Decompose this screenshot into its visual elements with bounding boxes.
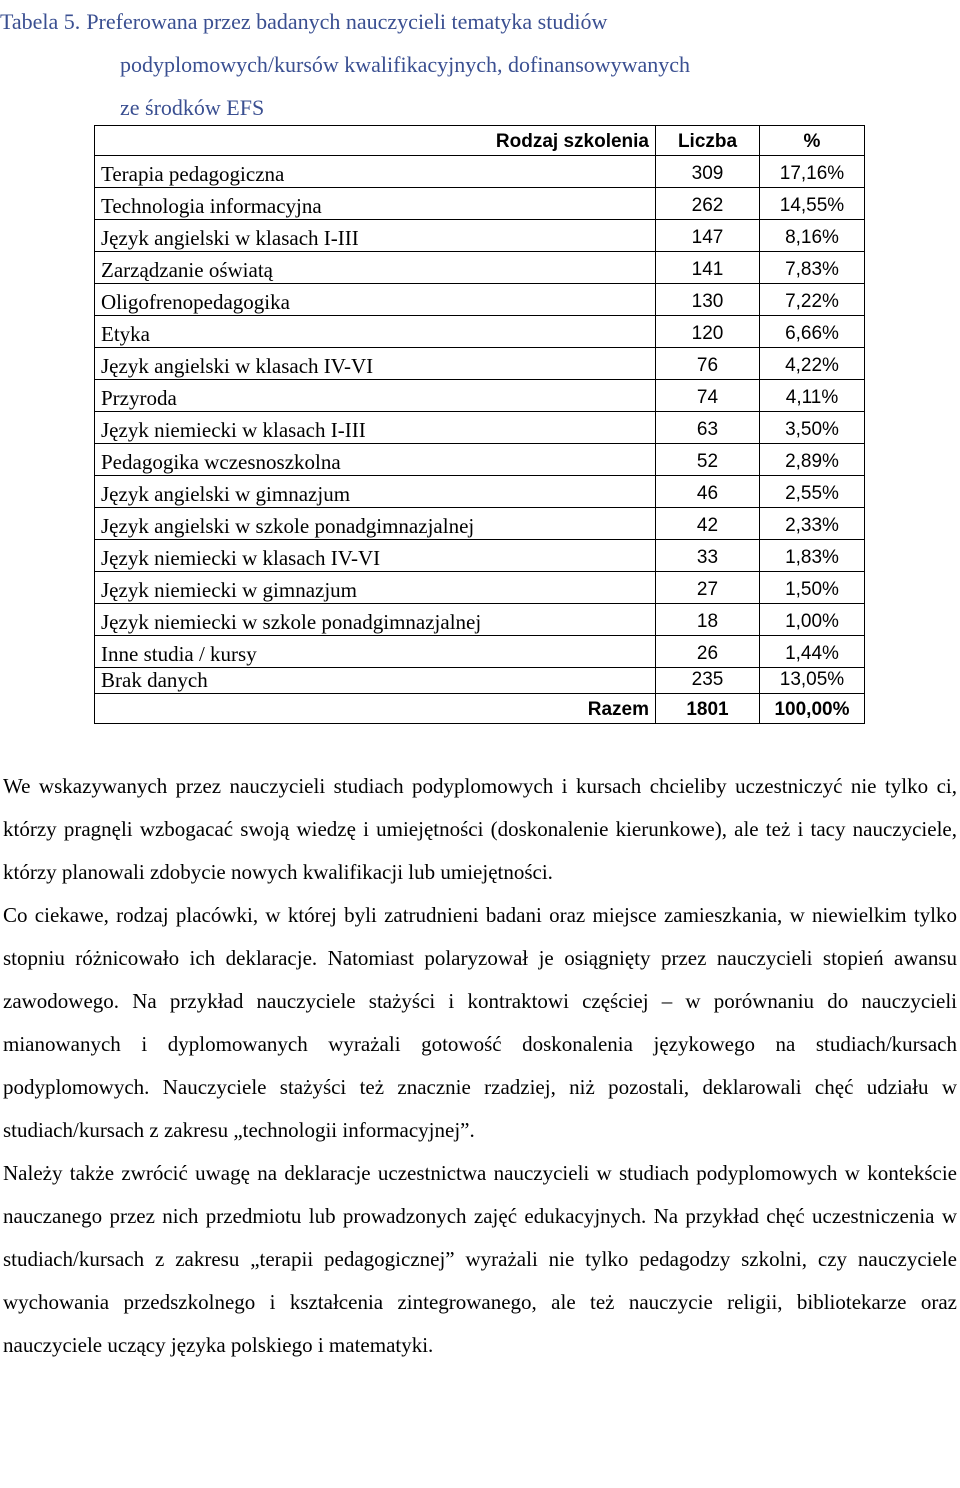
table-row [95,316,865,348]
table-row [95,412,865,444]
row-training-type: Inne studia / kursy [95,636,656,668]
row-training-type: Zarządzanie oświatą [95,252,656,284]
row-training-type: Technologia informacyjna [95,188,656,220]
row-percent: 13,05% [760,668,865,694]
row-count: 76 [656,348,760,380]
total-label: Razem [95,694,656,724]
paragraph-2: Co ciekawe, rodzaj placówki, w której byli zatrudnieni badani oraz miejsce zamieszkania, w niewielkim tylko stopniu różnicowało ich deklaracje. Natomiast polaryzował je osiągnięty przez nauczycieli stopień awansu zawodowego. Na przykład nauczyciele stażyści i kontraktowi częściej – w porównaniu do nauczycieli mianowanych i dyplomowanych wyrażali gotowość doskonalenia językowego na studiach/kursach podyplomowych. Nauczyciele stażyści też znacznie rzadziej, niż pozostali, deklarowali chęć udziału w studiach/kursach z zakresu „technologii informacyjnej”. [3,903,957,1142]
row-count: 74 [656,380,760,412]
table-row [95,284,865,316]
row-training-type: Oligofrenopedagogika [95,284,656,316]
caption-title-part-1: Preferowana przez badanych nauczycieli tematyka studiów [86,9,608,34]
row-percent: 1,00% [760,604,865,636]
row-count: 26 [656,636,760,668]
row-count: 18 [656,604,760,636]
table-row [95,348,865,380]
row-percent: 3,50% [760,412,865,444]
header-count: Liczba [656,126,760,156]
table-total-row [95,694,865,724]
paragraph-1: We wskazywanych przez nauczycieli studiach podyplomowych i kursach chcieliby uczestniczyć nie tylko ci, którzy pragnęli wzbogacać swoją wiedzę i umiejętności (doskonalenie kierunkowe), ale też i tacy nauczyciele, którzy planowali zdobycie nowych kwalifikacji lub umiejętności. [3,774,957,884]
row-percent: 7,22% [760,284,865,316]
row-training-type: Język niemiecki w gimnazjum [95,572,656,604]
row-percent: 6,66% [760,316,865,348]
caption-title-part-3: ze środków EFS [120,95,265,120]
row-percent: 4,11% [760,380,865,412]
row-percent: 14,55% [760,188,865,220]
body-text [3,765,957,1367]
row-training-type: Brak danych [95,668,656,694]
row-count: 46 [656,476,760,508]
caption-line-1 [0,0,940,43]
table-header-row [95,126,865,156]
row-percent: 1,44% [760,636,865,668]
table-row [95,572,865,604]
table-row [95,252,865,284]
row-count: 52 [656,444,760,476]
table-row [95,636,865,668]
row-count: 141 [656,252,760,284]
table-row [95,476,865,508]
row-training-type: Język angielski w gimnazjum [95,476,656,508]
table-row [95,156,865,188]
row-count: 147 [656,220,760,252]
row-percent: 4,22% [760,348,865,380]
row-training-type: Język niemiecki w klasach IV-VI [95,540,656,572]
row-percent: 2,89% [760,444,865,476]
table-row [95,188,865,220]
total-percent: 100,00% [760,694,865,724]
caption-label: Tabela 5. [0,9,81,34]
header-training-type: Rodzaj szkolenia [95,126,656,156]
table-row [95,380,865,412]
row-percent: 17,16% [760,156,865,188]
row-training-type: Etyka [95,316,656,348]
row-count: 120 [656,316,760,348]
row-count: 262 [656,188,760,220]
row-percent: 1,50% [760,572,865,604]
table-caption [0,0,940,129]
row-percent: 1,83% [760,540,865,572]
row-percent: 2,55% [760,476,865,508]
row-training-type: Język angielski w szkole ponadgimnazjalnej [95,508,656,540]
row-training-type: Terapia pedagogiczna [95,156,656,188]
row-count: 235 [656,668,760,694]
total-count: 1801 [656,694,760,724]
paragraph-3: Należy także zwrócić uwagę na deklaracje uczestnictwa nauczycieli w studiach podyplomowych w kontekście nauczanego przez nich przedmiotu lub prowadzonych zajęć edukacyjnych. Na przykład chęć uczestniczenia w studiach/kursach z zakresu „terapii pedagogicznej” wyrażali nie tylko pedagodzy szkolni, czy nauczyciele wychowania przedszkolnego i kształcenia zintegrowanego, ale też nauczycie religii, bibliotekarze oraz nauczyciele uczący języka polskiego i matematyki. [3,1161,957,1357]
row-percent: 8,16% [760,220,865,252]
row-count: 33 [656,540,760,572]
row-count: 130 [656,284,760,316]
table-row [95,220,865,252]
table-row [95,444,865,476]
caption-title-part-2: podyplomowych/kursów kwalifikacyjnych, dofinansowywanych [120,52,691,77]
table-row [95,604,865,636]
row-count: 27 [656,572,760,604]
row-training-type: Język angielski w klasach I-III [95,220,656,252]
table-row [95,668,865,694]
table-row [95,540,865,572]
row-training-type: Przyroda [95,380,656,412]
table-row [95,508,865,540]
header-percent: % [760,126,865,156]
row-percent: 2,33% [760,508,865,540]
row-training-type: Pedagogika wczesnoszkolna [95,444,656,476]
row-count: 42 [656,508,760,540]
row-training-type: Język niemiecki w szkole ponadgimnazjalnej [95,604,656,636]
row-count: 63 [656,412,760,444]
row-training-type: Język niemiecki w klasach I-III [95,412,656,444]
row-count: 309 [656,156,760,188]
row-training-type: Język angielski w klasach IV-VI [95,348,656,380]
training-topics-table [94,125,865,724]
row-percent: 7,83% [760,252,865,284]
